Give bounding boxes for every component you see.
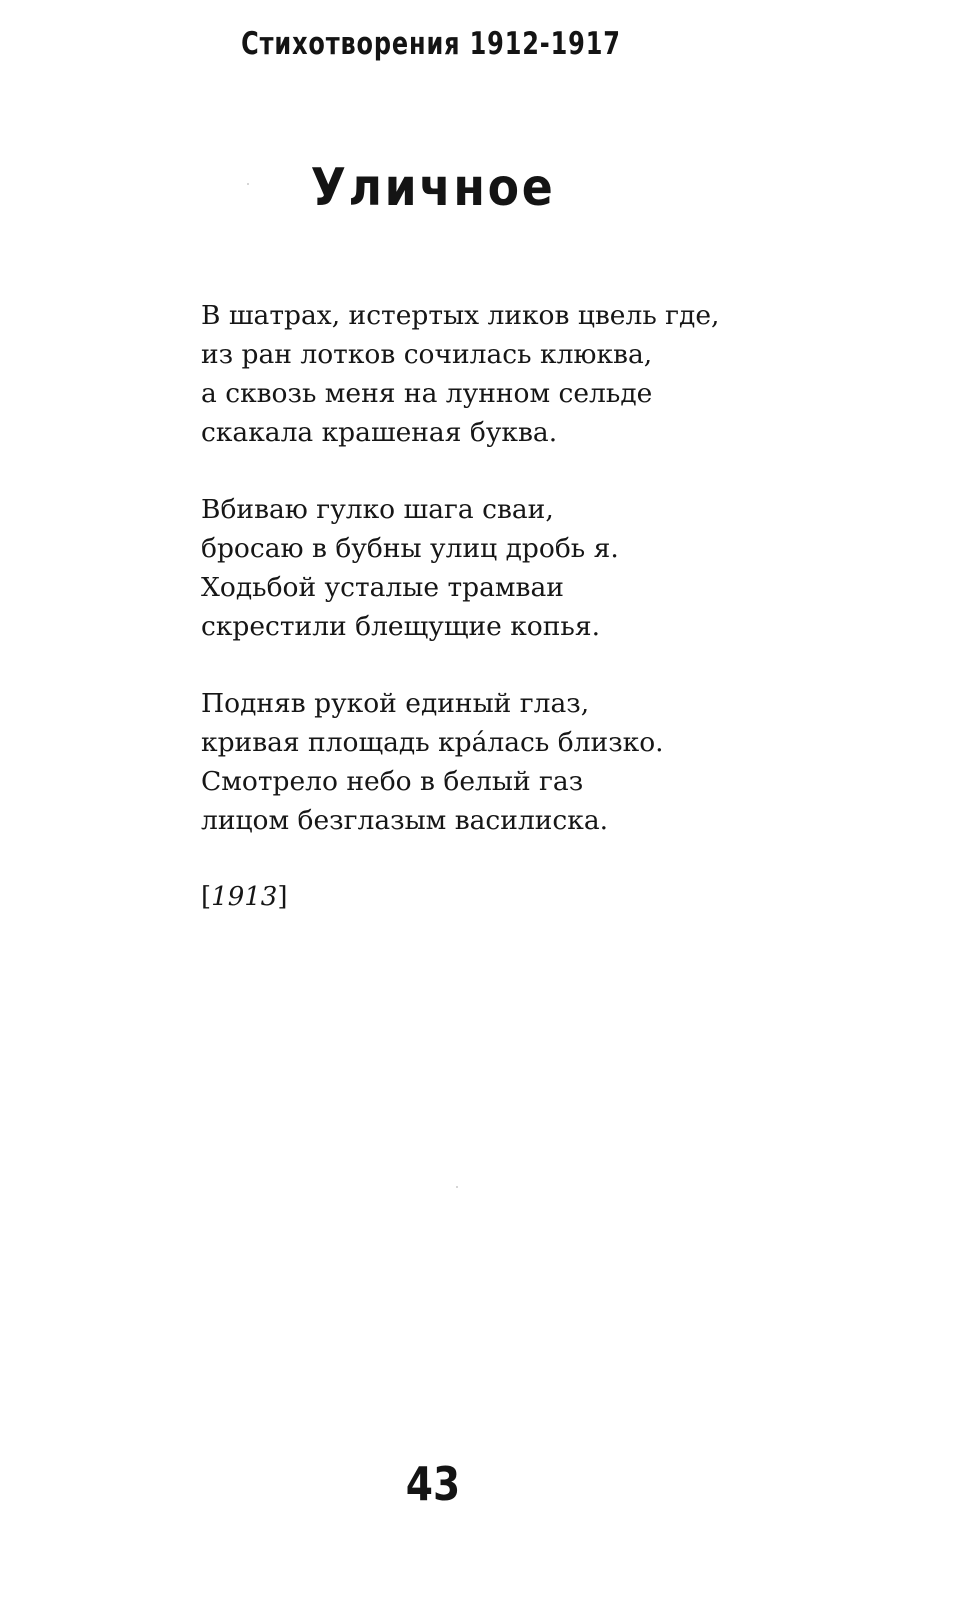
scan-speck xyxy=(247,183,249,185)
poem-body xyxy=(201,296,719,917)
poem-line: лицом безглазым василиска. xyxy=(201,805,609,836)
date-bracket-open: [ xyxy=(201,882,212,912)
running-head: Стихотворения 1912-1917 xyxy=(241,26,621,62)
poem-line: скрестили блещущие копья. xyxy=(201,611,600,642)
poem-line: В шатрах, истертых ликов цвель где, xyxy=(201,300,720,331)
poem-line: Ходьбой усталые трамваи xyxy=(201,572,564,603)
poem-line: Подняв рукой единый глаз, xyxy=(201,688,590,719)
poem-line: кривая площадь кра́лась близко. xyxy=(201,727,664,758)
poem-line: бросаю в бубны улиц дробь я. xyxy=(201,533,619,564)
scan-speck xyxy=(456,1186,458,1188)
poem-line: из ран лотков сочилась клюква, xyxy=(201,339,653,370)
poem-title: Уличное xyxy=(310,158,556,218)
stanza-1 xyxy=(201,296,719,452)
poem-line: а сквозь меня на лунном сельде xyxy=(201,378,653,409)
poem-line: Смотрело небо в белый газ xyxy=(201,766,584,797)
date-bracket-close: ] xyxy=(277,882,288,912)
page-number: 43 xyxy=(405,1457,461,1511)
stanza-2 xyxy=(201,490,719,646)
poem-date xyxy=(201,878,719,917)
date-year: 1913 xyxy=(211,882,278,912)
poem-line: скакала крашеная буква. xyxy=(201,417,558,448)
poem-line: Вбиваю гулко шага сваи, xyxy=(201,494,554,525)
stanza-3 xyxy=(201,684,719,840)
